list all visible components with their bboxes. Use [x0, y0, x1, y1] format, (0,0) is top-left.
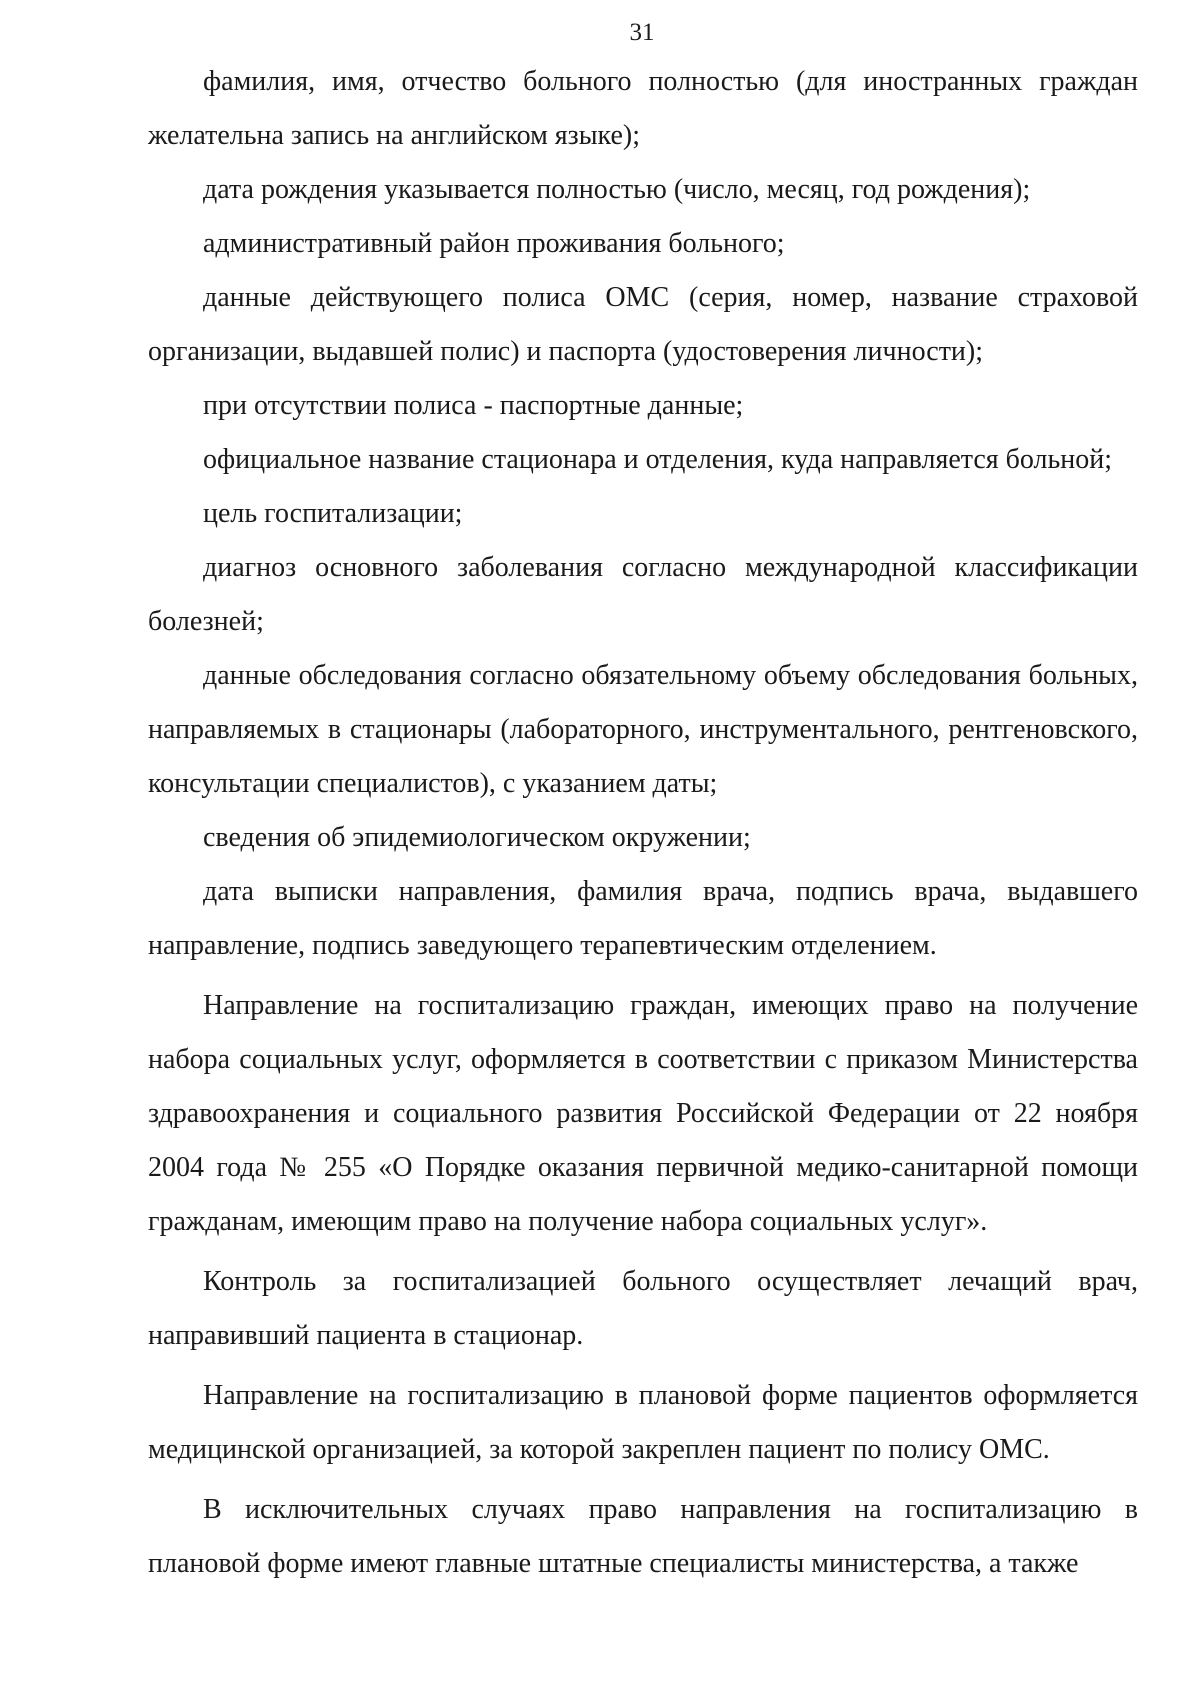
- body-text: [148, 55, 1138, 1591]
- paragraph-insurance-policy: данные действующего полиса ОМС (серия, номер, название страховой организации, выдавшей полис) и паспорта (удостоверения личности);: [148, 282, 1138, 367]
- paragraph-referral-signature: дата выписки направления, фамилия врача, подпись врача, выдавшего направление, подпись заведующего терапевтическим отделением.: [148, 876, 1138, 961]
- paragraph-purpose: цель госпитализации;: [203, 498, 463, 529]
- paragraph-social-services: Направление на госпитализацию граждан, имеющих право на получение набора социальных услуг, оформляется в соответствии с приказом Министерства здравоохранения и социального развития Российской Федерации от 22 ноября 2004 года № 255 «О Порядке оказания первичной медико-санитарной помощи гражданам, имеющим право на получение набора социальных услуг».: [148, 990, 1138, 1237]
- paragraph-control: Контроль за госпитализацией больного осуществляет лечащий врач, направивший пациента в стационар.: [148, 1266, 1138, 1351]
- paragraph-district: административный район проживания больного;: [203, 228, 785, 259]
- paragraph-full-name: фамилия, имя, отчество больного полностью (для иностранных граждан желательна запись на английском языке);: [148, 66, 1138, 151]
- paragraph-no-policy: при отсутствии полиса - паспортные данные;: [203, 390, 744, 421]
- paragraph-examination-data: данные обследования согласно обязательному объему обследования больных, направляемых в стационары (лабораторного, инструментального, рентгеновского, консультации специалистов), с указанием даты;: [148, 660, 1138, 799]
- paragraph-exceptional-cases: В исключительных случаях право направления на госпитализацию в плановой форме имеют главные штатные специалисты министерства, а также: [148, 1494, 1138, 1579]
- paragraph-planned-referral: Направление на госпитализацию в плановой форме пациентов оформляется медицинской организацией, за которой закреплен пациент по полису ОМС.: [148, 1380, 1138, 1465]
- paragraph-epidemiology: сведения об эпидемиологическом окружении;: [203, 822, 751, 853]
- page-number: 31: [629, 19, 655, 46]
- paragraph-diagnosis: диагноз основного заболевания согласно международной классификации болезней;: [148, 552, 1138, 637]
- paragraph-hospital-name: официальное название стационара и отделения, куда направляется больной;: [203, 444, 1113, 475]
- paragraph-birth-date: дата рождения указывается полностью (число, месяц, год рождения);: [203, 174, 1031, 205]
